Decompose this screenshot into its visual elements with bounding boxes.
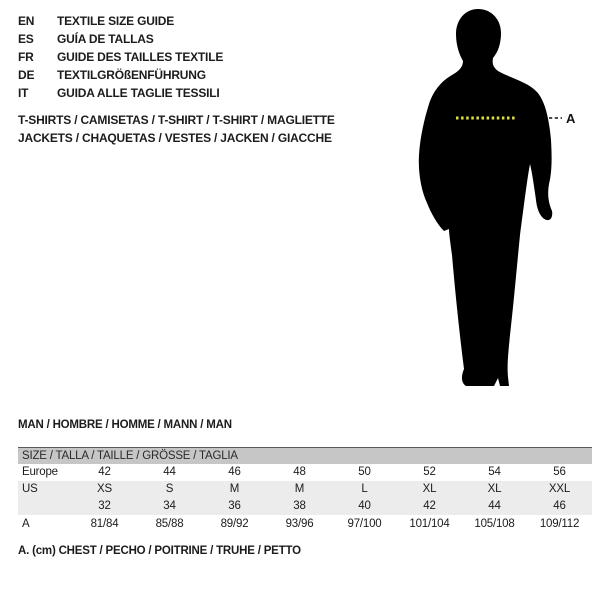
language-code: EN (18, 14, 35, 28)
row-label (18, 498, 72, 515)
language-row (18, 48, 223, 66)
language-row (18, 30, 223, 48)
language-guide (18, 12, 223, 102)
silhouette-svg (395, 5, 580, 390)
language-label: GUÍA DE TALLAS (57, 32, 154, 46)
size-cell: 89/92 (220, 518, 249, 530)
garment-categories (18, 111, 335, 147)
size-cell: 42 (423, 500, 436, 512)
size-cell: XL (422, 483, 437, 495)
size-table-row-us-numeric (18, 498, 592, 515)
size-cell: L (361, 483, 368, 495)
language-code: IT (18, 86, 29, 100)
size-cell: 38 (293, 500, 306, 512)
size-cell: 52 (423, 466, 436, 478)
row-label: US (22, 483, 38, 495)
language-label: GUIDE DES TAILLES TEXTILE (57, 50, 224, 64)
size-cell: 105/108 (474, 518, 515, 530)
size-cell: 48 (293, 466, 306, 478)
size-cell: 101/104 (409, 518, 450, 530)
size-table-row-europe (18, 464, 592, 481)
language-label: GUIDA ALLE TAGLIE TESSILI (57, 86, 220, 100)
size-cell: 97/100 (347, 518, 382, 530)
size-cell: 46 (553, 500, 566, 512)
language-row (18, 84, 223, 102)
size-cell: 40 (358, 500, 371, 512)
language-row (18, 66, 223, 84)
measurement-legend: A. (cm) CHEST / PECHO / POITRINE / TRUHE / PETTO (18, 545, 301, 557)
size-cell: 34 (163, 500, 176, 512)
language-label: TEXTILGRÖßENFÜHRUNG (57, 68, 206, 82)
size-cell: M (229, 483, 240, 495)
category-line: JACKETS / CHAQUETAS / VESTES / JACKEN / GIACCHE (18, 131, 332, 145)
size-cell: 56 (553, 466, 566, 478)
size-cell: 46 (228, 466, 241, 478)
size-cell: 44 (488, 500, 501, 512)
language-label: TEXTILE SIZE GUIDE (57, 14, 175, 28)
size-table-row-us (18, 481, 592, 498)
size-cell: 93/96 (285, 518, 314, 530)
language-code: FR (18, 50, 34, 64)
size-cell: 36 (228, 500, 241, 512)
row-label: Europe (22, 466, 58, 478)
size-cell: 54 (488, 466, 501, 478)
measure-label-a: A (566, 111, 576, 126)
size-table-header: SIZE / TALLA / TAILLE / GRÖSSE / TAGLIA (18, 448, 592, 464)
size-cell: M (294, 483, 305, 495)
size-cell: 42 (98, 466, 111, 478)
size-cell: 81/84 (90, 518, 119, 530)
size-cell: 44 (163, 466, 176, 478)
size-cell: 50 (358, 466, 371, 478)
size-table-row-chest (18, 515, 592, 533)
language-code: DE (18, 68, 35, 82)
size-cell: 85/88 (155, 518, 184, 530)
size-cell: S (165, 483, 174, 495)
man-silhouette-figure (395, 5, 580, 390)
row-label: A (22, 518, 30, 530)
language-row (18, 12, 223, 30)
category-line: T-SHIRTS / CAMISETAS / T-SHIRT / T-SHIRT / MAGLIETTE (18, 113, 335, 127)
size-cell: 32 (98, 500, 111, 512)
size-cell: XS (97, 483, 112, 495)
size-table (18, 447, 592, 533)
size-cell: XL (487, 483, 502, 495)
size-cell: XXL (548, 483, 571, 495)
language-code: ES (18, 32, 34, 46)
size-cell: 109/112 (539, 518, 580, 530)
gender-label: MAN / HOMBRE / HOMME / MANN / MAN (18, 419, 232, 431)
man-silhouette (419, 9, 552, 386)
